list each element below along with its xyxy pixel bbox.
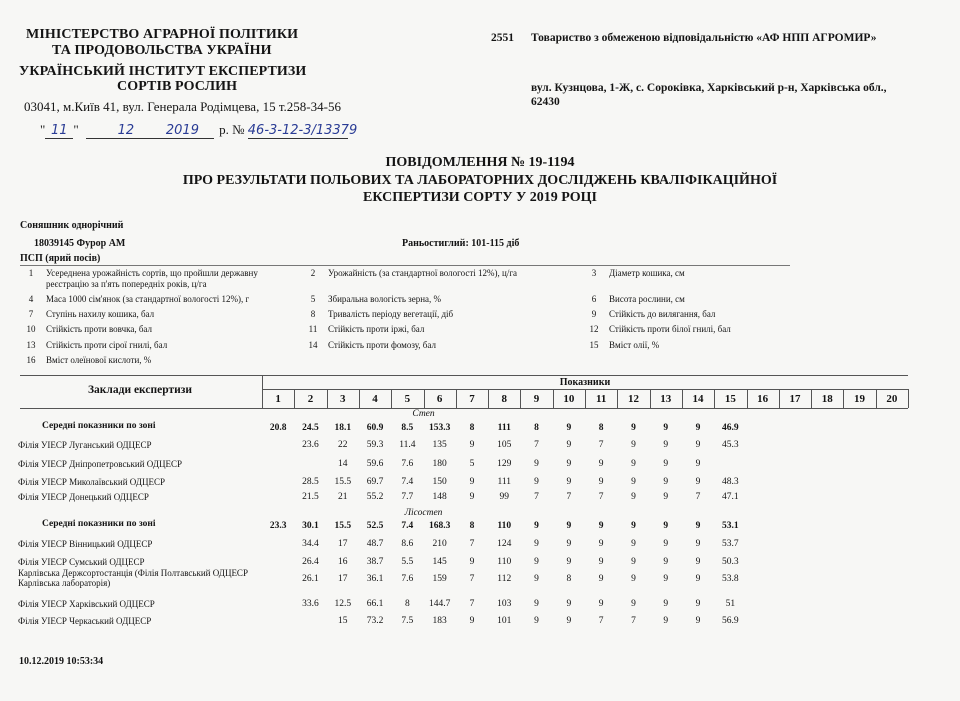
table-column-number: 9 — [533, 393, 540, 405]
table-header-group: Показники — [559, 377, 611, 388]
table-cell-value: 9 — [631, 459, 636, 469]
zone-average-value: 111 — [497, 423, 511, 433]
zone-average-value: 9 — [566, 423, 572, 433]
recipient-code: 2551 — [491, 32, 514, 44]
table-cell-value: 9 — [631, 539, 636, 549]
indicator-number: 13 — [26, 340, 36, 350]
zone-average-value: 15.5 — [334, 521, 352, 531]
zone-average-value: 8 — [598, 423, 604, 433]
table-cell-value: 9 — [469, 557, 475, 567]
table-cell-value: 9 — [598, 477, 604, 487]
date-year: 2019 — [166, 123, 214, 139]
indicator-text: Стійкість проти сірої гнилі, бал — [46, 340, 168, 350]
zone-average-value: 110 — [497, 521, 512, 531]
zone-average-value: 20.8 — [269, 423, 287, 433]
table-cell-value: 8 — [566, 574, 572, 584]
zone-average-value: 52.5 — [366, 521, 384, 531]
zone-average-value: 8 — [534, 423, 539, 433]
date-r-label: р. № — [219, 122, 245, 137]
table-cell-value: 9 — [663, 574, 669, 584]
table-cell-value: 9 — [663, 459, 669, 469]
table-cell-value: 9 — [663, 492, 669, 502]
zone-average-label: Середні показники по зоні — [42, 519, 156, 529]
indicator-text: Стійкість до вилягання, бал — [609, 309, 716, 319]
table-cell-value: 9 — [695, 440, 701, 450]
table-cell-value: 7 — [534, 440, 539, 450]
table-column-number: 10 — [563, 393, 575, 405]
table-column-number: 8 — [501, 393, 507, 405]
zone-average-value: 9 — [663, 521, 669, 531]
table-cell-value: 9 — [663, 599, 669, 609]
title-line-2: ПРО РЕЗУЛЬТАТИ ПОЛЬОВИХ ТА ЛАБОРАТОРНИХ ДОСЛІДЖЕНЬ КВАЛІФІКАЦІЙНОЇ — [182, 173, 778, 188]
table-cell-value: 50.3 — [722, 557, 739, 567]
table-cell-value: 36.1 — [366, 574, 384, 584]
table-cell-value: 34.4 — [302, 539, 319, 549]
indicator-number: 16 — [26, 355, 36, 365]
table-cell-value: 7 — [695, 492, 701, 502]
table-cell-value: 7.6 — [401, 574, 414, 584]
zone-average-value: 18.1 — [334, 423, 352, 433]
recipient-address-2: 62430 — [531, 96, 560, 108]
table-cell-value: 99 — [499, 492, 509, 502]
table-cell-value: 9 — [534, 616, 539, 626]
table-cell-value: 9 — [631, 440, 636, 450]
divider-line — [20, 265, 790, 266]
indicator-text: Стійкість проти білої гнилі, бал — [609, 324, 731, 334]
table-cell-value: 124 — [497, 539, 512, 549]
table-cell-value: 9 — [566, 477, 572, 487]
table-cell-value: 135 — [432, 440, 447, 450]
variety-maturity: Раньостиглий: 101-115 діб — [402, 238, 520, 249]
table-cell-value: 9 — [566, 557, 572, 567]
zone-average-value: 9 — [631, 521, 636, 531]
indicator-number: 1 — [28, 268, 34, 278]
table-cell-value: 23.6 — [302, 440, 319, 450]
table-cell-value: 9 — [695, 574, 701, 584]
table-row-name: Філія УІЕСР Дніпропетровський ОДЦЕСР — [18, 459, 182, 469]
indicator-text: Маса 1000 сім'янок (за стандартної вологості 12%), г — [46, 294, 250, 304]
indicator-text: Усереднена урожайність сортів, що пройшли державну реєстрацію за п'ять попередніх років, ц/га — [46, 268, 258, 289]
table-column-number: 3 — [340, 393, 346, 405]
table-cell-value: 8.6 — [401, 539, 414, 549]
table-column-number: 5 — [404, 393, 411, 405]
table-cell-value: 145 — [432, 557, 447, 567]
table-cell-value: 9 — [469, 440, 475, 450]
table-cell-value: 148 — [432, 492, 447, 502]
recipient-name: Товариство з обмеженою відповідальністю «АФ НПП АГРОМИР» — [531, 32, 877, 44]
zone-average-label: Середні показники по зоні — [42, 421, 156, 431]
table-cell-value: 55.2 — [366, 492, 384, 502]
table-cell-value: 7.7 — [401, 492, 414, 502]
zone-name: Степ — [412, 409, 435, 419]
indicator-text: Діаметр кошика, см — [609, 268, 685, 278]
footer-timestamp: 10.12.2019 10:53:34 — [19, 656, 104, 667]
table-cell-value: 73.2 — [366, 616, 384, 626]
table-cell-value: 9 — [631, 557, 636, 567]
table-cell-value: 45.3 — [722, 440, 739, 450]
table-cell-value: 48.3 — [722, 477, 739, 487]
table-column-number: 19 — [854, 393, 866, 405]
table-column-number: 12 — [627, 393, 639, 405]
indicator-number: 10 — [26, 324, 36, 334]
table-cell-value: 21 — [338, 492, 348, 502]
table-cell-value: 17 — [338, 539, 348, 549]
table-cell-value: 180 — [432, 459, 447, 469]
table-cell-value: 7 — [469, 599, 475, 609]
table-cell-value: 26.1 — [302, 574, 319, 584]
table-column-number: 6 — [436, 393, 443, 405]
table-cell-value: 8 — [404, 599, 410, 609]
table-row-name: Філія УІЕСР Сумський ОДЦЕСР — [18, 557, 145, 567]
indicator-text: Стійкість проти іржі, бал — [328, 324, 425, 334]
table-cell-value: 7 — [598, 616, 604, 626]
indicator-text: Збиральна вологість зерна, % — [328, 294, 442, 304]
date-line — [40, 122, 358, 139]
indicator-text: Урожайність (за стандартної вологості 12%), ц/га — [328, 268, 518, 278]
table-cell-value: 9 — [534, 599, 539, 609]
indicator-text: Стійкість проти вовчка, бал — [46, 324, 152, 334]
table-cell-value: 9 — [566, 459, 572, 469]
indicator-text: Вміст олії, % — [609, 340, 660, 350]
table-cell-value: 14 — [338, 459, 348, 469]
indicator-number: 11 — [308, 324, 318, 334]
table-cell-value: 9 — [534, 557, 539, 567]
table-cell-value: 59.6 — [366, 459, 384, 469]
indicator-number: 8 — [310, 309, 316, 319]
recipient-address-1: вул. Кузнцова, 1-Ж, с. Сороківка, Харківський р-н, Харківська обл., — [531, 82, 887, 94]
table-cell-value: 9 — [631, 492, 636, 502]
table-cell-value: 159 — [432, 574, 447, 584]
table-cell-value: 9 — [663, 440, 669, 450]
zone-average-value: 8 — [469, 423, 475, 433]
indicator-text: Стійкість проти фомозу, бал — [328, 340, 436, 350]
zone-average-value: 60.9 — [366, 423, 384, 433]
table-cell-value: 9 — [631, 477, 636, 487]
table-cell-value: 21.5 — [302, 492, 319, 502]
table-column-number: 16 — [757, 393, 769, 405]
org-line-4: СОРТІВ РОСЛИН — [117, 79, 238, 94]
table-column-number: 7 — [469, 393, 475, 405]
table-cell-value: 59.3 — [366, 440, 384, 450]
table-row-name: Філія УІЕСР Луганський ОДЦЕСР — [18, 440, 152, 450]
table-cell-value: 111 — [497, 477, 512, 487]
crop-name: Соняшник однорічний — [20, 220, 124, 231]
table-cell-value: 129 — [497, 459, 512, 469]
zone-average-value: 9 — [695, 423, 701, 433]
table-cell-value: 9 — [598, 599, 604, 609]
table-column-number: 4 — [372, 393, 378, 405]
org-line-1: МІНІСТЕРСТВО АГРАРНОЇ ПОЛІТИКИ — [26, 27, 299, 42]
table-cell-value: 9 — [598, 574, 604, 584]
indicator-number: 3 — [591, 268, 597, 278]
table-column-number: 15 — [724, 393, 736, 405]
date-month: 12 — [86, 123, 166, 139]
table-cell-value: 7 — [566, 492, 572, 502]
indicator-number: 5 — [310, 294, 316, 304]
table-column-number: 14 — [692, 393, 704, 405]
table-row-name: Філія УІЕСР Донецький ОДЦЕСР — [18, 492, 149, 502]
table-cell-value: 9 — [566, 539, 572, 549]
zone-average-value: 24.5 — [302, 423, 319, 433]
table-cell-value: 9 — [663, 616, 669, 626]
date-quote-close: " — [73, 122, 79, 137]
table-cell-value: 7 — [469, 574, 475, 584]
table-cell-value: 9 — [695, 599, 701, 609]
title-line-3: ЕКСПЕРТИЗИ СОРТУ У 2019 РОЦІ — [362, 190, 597, 205]
table-cell-value: 33.6 — [302, 599, 319, 609]
table-cell-value: 5 — [469, 459, 475, 469]
table-cell-value: 66.1 — [366, 599, 384, 609]
indicator-number: 12 — [589, 324, 599, 334]
table-cell-value: 9 — [695, 539, 701, 549]
zone-average-value: 23.3 — [269, 521, 287, 531]
zone-group: ПСП (ярий посів) — [20, 253, 101, 264]
table-cell-value: 9 — [469, 492, 475, 502]
zone-average-value: 9 — [566, 521, 572, 531]
table-cell-value: 7.5 — [401, 616, 414, 626]
table-cell-value: 9 — [566, 616, 572, 626]
table-cell-value: 22 — [338, 440, 348, 450]
table-column-number: 17 — [789, 393, 801, 405]
table-cell-value: 28.5 — [302, 477, 319, 487]
org-line-3: УКРАЇНСЬКИЙ ІНСТИТУТ ЕКСПЕРТИЗИ — [19, 64, 307, 79]
table-column-number: 13 — [660, 393, 672, 405]
table-row-name: Філія УІЕСР Черкаський ОДЦЕСР — [18, 616, 152, 626]
table-cell-value: 9 — [631, 574, 636, 584]
table-cell-value: 56.9 — [722, 616, 739, 626]
table-cell-value: 53.7 — [722, 539, 739, 549]
table-cell-value: 110 — [497, 557, 512, 567]
table-cell-value: 7.6 — [401, 459, 414, 469]
zone-average-value: 9 — [598, 521, 604, 531]
table-cell-value: 7 — [631, 616, 636, 626]
table-cell-value: 69.7 — [366, 477, 384, 487]
table-cell-value: 12.5 — [334, 599, 352, 609]
zone-average-value: 7.4 — [401, 521, 414, 531]
table-cell-value: 150 — [432, 477, 447, 487]
indicator-number: 15 — [589, 340, 599, 350]
table-cell-value: 9 — [534, 477, 539, 487]
zone-average-value: 9 — [695, 521, 701, 531]
date-quote-open: " — [40, 122, 46, 137]
table-cell-value: 53.8 — [722, 574, 739, 584]
table-cell-value: 51 — [725, 599, 736, 609]
table-cell-value: 15.5 — [334, 477, 352, 487]
table-top-border — [20, 375, 908, 376]
table-header-left: Заклади експертизи — [87, 384, 192, 396]
table-cell-value: 48.7 — [366, 539, 384, 549]
table-cell-value: 9 — [663, 477, 669, 487]
table-column-number: 2 — [307, 393, 314, 405]
table-cell-value: 9 — [534, 574, 539, 584]
indicator-number: 7 — [28, 309, 34, 319]
table-cell-value: 144.7 — [428, 599, 451, 609]
table-column-number: 18 — [821, 393, 833, 405]
zone-average-value: 168.3 — [428, 521, 451, 531]
table-cell-value: 9 — [469, 616, 475, 626]
zone-average-value: 8.5 — [401, 423, 414, 433]
indicator-number: 14 — [308, 340, 318, 350]
table-row-name: Карлівська Держсортостанція (Філія Полтавський ОДЦЕСР Карлівська лабораторія) — [18, 568, 248, 588]
zone-name: Лісостеп — [404, 508, 443, 518]
zone-average-value: 153.3 — [428, 423, 451, 433]
indicator-number: 4 — [28, 294, 34, 304]
table-cell-value: 7 — [598, 492, 604, 502]
table-row-name: Філія УІЕСР Вінницький ОДЦЕСР — [18, 539, 153, 549]
indicator-text: Вміст олеїнової кислоти, % — [46, 355, 152, 365]
table-cell-value: 183 — [432, 616, 447, 626]
table-column-number: 11 — [595, 393, 607, 405]
table-row-name: Філія УІЕСР Миколаївський ОДЦЕСР — [18, 477, 165, 487]
table-cell-value: 9 — [695, 459, 701, 469]
table-cell-value: 17 — [338, 574, 348, 584]
table-cell-value: 7.4 — [401, 477, 414, 487]
table-cell-value: 9 — [469, 477, 475, 487]
table-cell-value: 9 — [566, 599, 572, 609]
table-cell-value: 47.1 — [722, 492, 739, 502]
zone-average-value: 8 — [469, 521, 475, 531]
table-cell-value: 210 — [432, 539, 447, 549]
table-cell-value: 9 — [598, 539, 604, 549]
indicator-number: 9 — [591, 309, 597, 319]
org-line-2: ТА ПРОДОВОЛЬСТВА УКРАЇНИ — [52, 43, 272, 58]
doc-number: 46-3-12-3/13379 — [247, 123, 358, 138]
table-cell-value: 103 — [497, 599, 512, 609]
indicator-number: 2 — [310, 268, 316, 278]
zone-average-value: 30.1 — [302, 521, 319, 531]
zone-average-value: 46.9 — [722, 423, 739, 433]
indicator-number: 6 — [591, 294, 597, 304]
table-cell-value: 9 — [695, 616, 701, 626]
table-cell-value: 9 — [566, 440, 572, 450]
table-cell-value: 16 — [338, 557, 348, 567]
table-column-number: 1 — [275, 393, 281, 405]
table-cell-value: 9 — [534, 539, 539, 549]
table-column-number: 20 — [886, 393, 898, 405]
table-cell-value: 38.7 — [366, 557, 384, 567]
table-cell-value: 9 — [631, 599, 636, 609]
table-cell-value: 9 — [663, 539, 669, 549]
table-cell-value: 9 — [695, 557, 701, 567]
indicator-text: Висота рослини, см — [609, 294, 685, 304]
indicator-text: Ступінь нахилу кошика, бал — [46, 309, 155, 319]
table-cell-value: 7 — [469, 539, 475, 549]
table-header-bottom-border — [20, 408, 908, 409]
org-address: 03041, м.Київ 41, вул. Генерала Родімцева, 15 т.258-34-56 — [24, 99, 341, 114]
table-cell-value: 9 — [663, 557, 669, 567]
table-cell-value: 101 — [497, 616, 512, 626]
zone-average-value: 9 — [663, 423, 669, 433]
table-cell-value: 9 — [598, 557, 604, 567]
table-row-name: Філія УІЕСР Харківський ОДЦЕСР — [18, 599, 155, 609]
table-cell-value: 15 — [338, 616, 348, 626]
table-cell-value: 105 — [497, 440, 512, 450]
table-cell-value: 5.5 — [401, 557, 414, 567]
zone-average-value: 9 — [631, 423, 636, 433]
date-day: 11 — [45, 123, 73, 139]
zone-average-value: 9 — [534, 521, 539, 531]
table-cell-value: 9 — [695, 477, 701, 487]
table-cell-value: 7 — [534, 492, 539, 502]
table-cell-value: 26.4 — [302, 557, 319, 567]
table-cell-value: 112 — [497, 574, 512, 584]
table-cell-value: 9 — [598, 459, 604, 469]
zone-average-value: 53.1 — [722, 521, 739, 531]
indicator-text: Тривалість періоду вегетації, діб — [328, 309, 454, 319]
variety-code-name: 18039145 Фурор АМ — [34, 238, 126, 249]
table-cell-value: 7 — [598, 440, 604, 450]
table-cell-value: 9 — [534, 459, 539, 469]
title-line-1: ПОВІДОМЛЕННЯ № 19-1194 — [385, 155, 575, 170]
table-cell-value: 11.4 — [399, 440, 416, 450]
